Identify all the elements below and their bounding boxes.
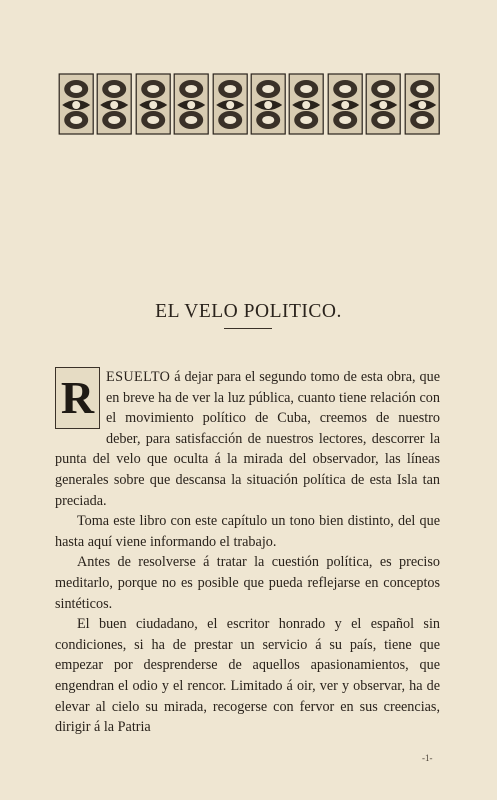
ornament-tile <box>135 73 171 135</box>
paragraph-3: Antes de resolverse á tratar la cuestión política, es preciso meditarlo, porque no es posible que pueda reflejarse en conceptos sintéticos. <box>55 554 440 612</box>
ornament-tile <box>288 73 324 135</box>
dropcap-initial: R <box>55 367 100 429</box>
chapter-title: EL VELO POLITICO. <box>155 301 342 322</box>
ornamental-header-band <box>58 73 440 135</box>
ornament-tile <box>212 73 248 135</box>
signature-mark: -1- <box>422 753 433 763</box>
ornament-tile <box>96 73 132 135</box>
ornament-tile <box>404 73 440 135</box>
first-word-rest: ESUELTO <box>106 369 171 385</box>
ornament-tile <box>365 73 401 135</box>
ornament-tile <box>327 73 363 135</box>
ornament-tile <box>173 73 209 135</box>
ornament-tile <box>58 73 94 135</box>
paragraph-4: El buen ciudadano, el escritor honrado y el español sin condiciones, si ha de prestar un servicio á su país, tiene que empezar por desprenderse de aquellos apasionamientos, que engendran el odio y el rencor. Limitado á oir, ver y observar, ha de elevar al cielo su mirada, recogerse con fervor en sus creencias, dirigir á la Patria <box>55 616 440 736</box>
title-underline-rule <box>224 328 272 329</box>
chapter-body <box>55 367 440 738</box>
ornament-tile <box>250 73 286 135</box>
paragraph-1 <box>55 367 440 511</box>
paragraph-1-text: á dejar para el segundo tomo de esta obra, que en breve ha de ver la luz pública, cuanto tiene relación con el movimiento político de Cuba, creemos de nuestro deber, para satisfacción de nuestros lectores, descorrer la punta del velo que oculta á la mirada del observador, las líneas generales sobre que descansa la situación política de esta Isla tan preciada. <box>55 369 441 509</box>
paragraph-2: Toma este libro con este capítulo un tono bien distinto, del que hasta aquí viene informando el trabajo. <box>55 513 440 550</box>
